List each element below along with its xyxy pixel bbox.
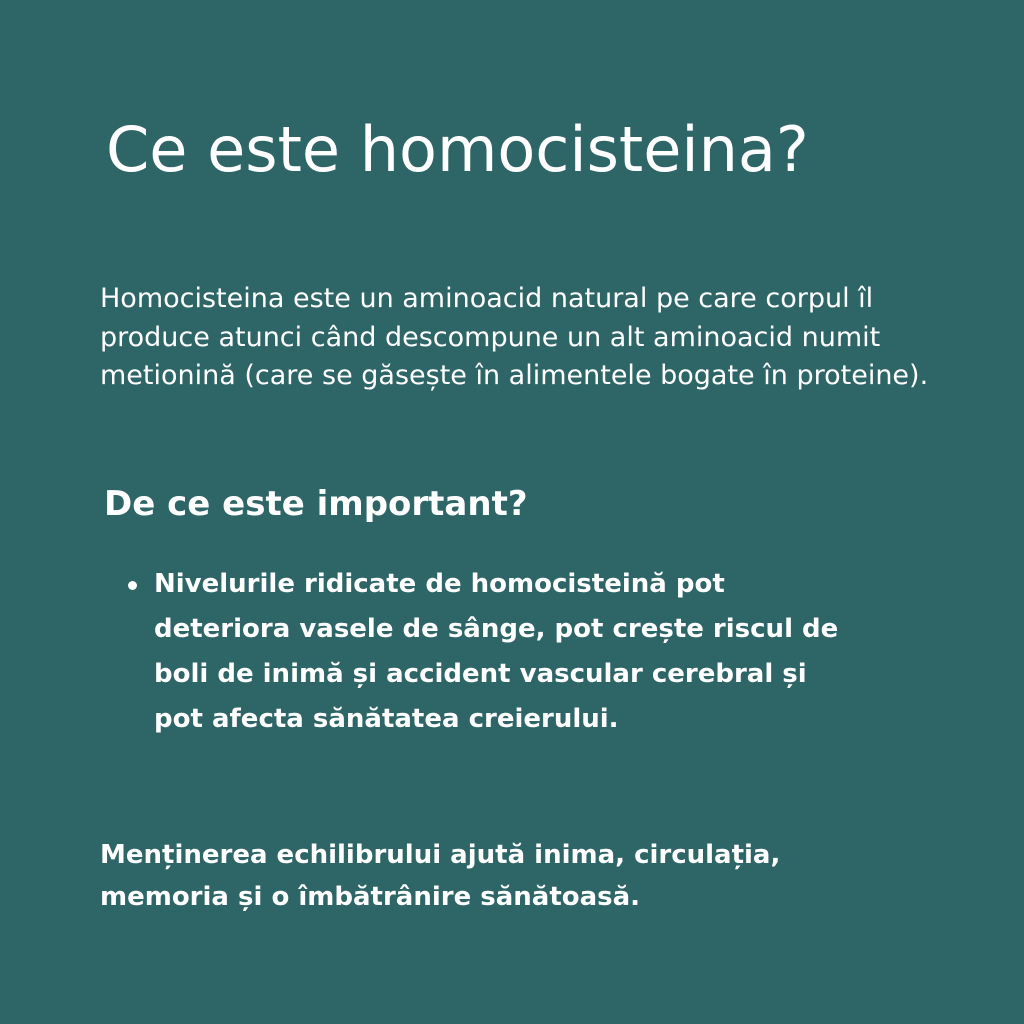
- bullet-dot-icon: [128, 581, 137, 590]
- list-item: [124, 562, 844, 742]
- importance-heading: De ce este important?: [104, 484, 528, 524]
- list-item-text: Nivelurile ridicate de homocisteină pot deteriora vasele de sânge, pot crește riscul de boli de inimă și accident vascular cerebral și pot afecta sănătatea creierului.: [154, 569, 839, 734]
- intro-paragraph: Homocisteina este un aminoacid natural pe care corpul îl produce atunci când descompune un alt aminoacid numit metionină (care se găsește în alimentele bogate în proteine).: [100, 283, 929, 391]
- card-title: Ce este homocisteina?: [106, 113, 809, 186]
- closing-paragraph: Menținerea echilibrului ajută inima, circulația, memoria și o îmbătrânire sănătoasă.: [100, 840, 781, 912]
- importance-list: [124, 562, 844, 742]
